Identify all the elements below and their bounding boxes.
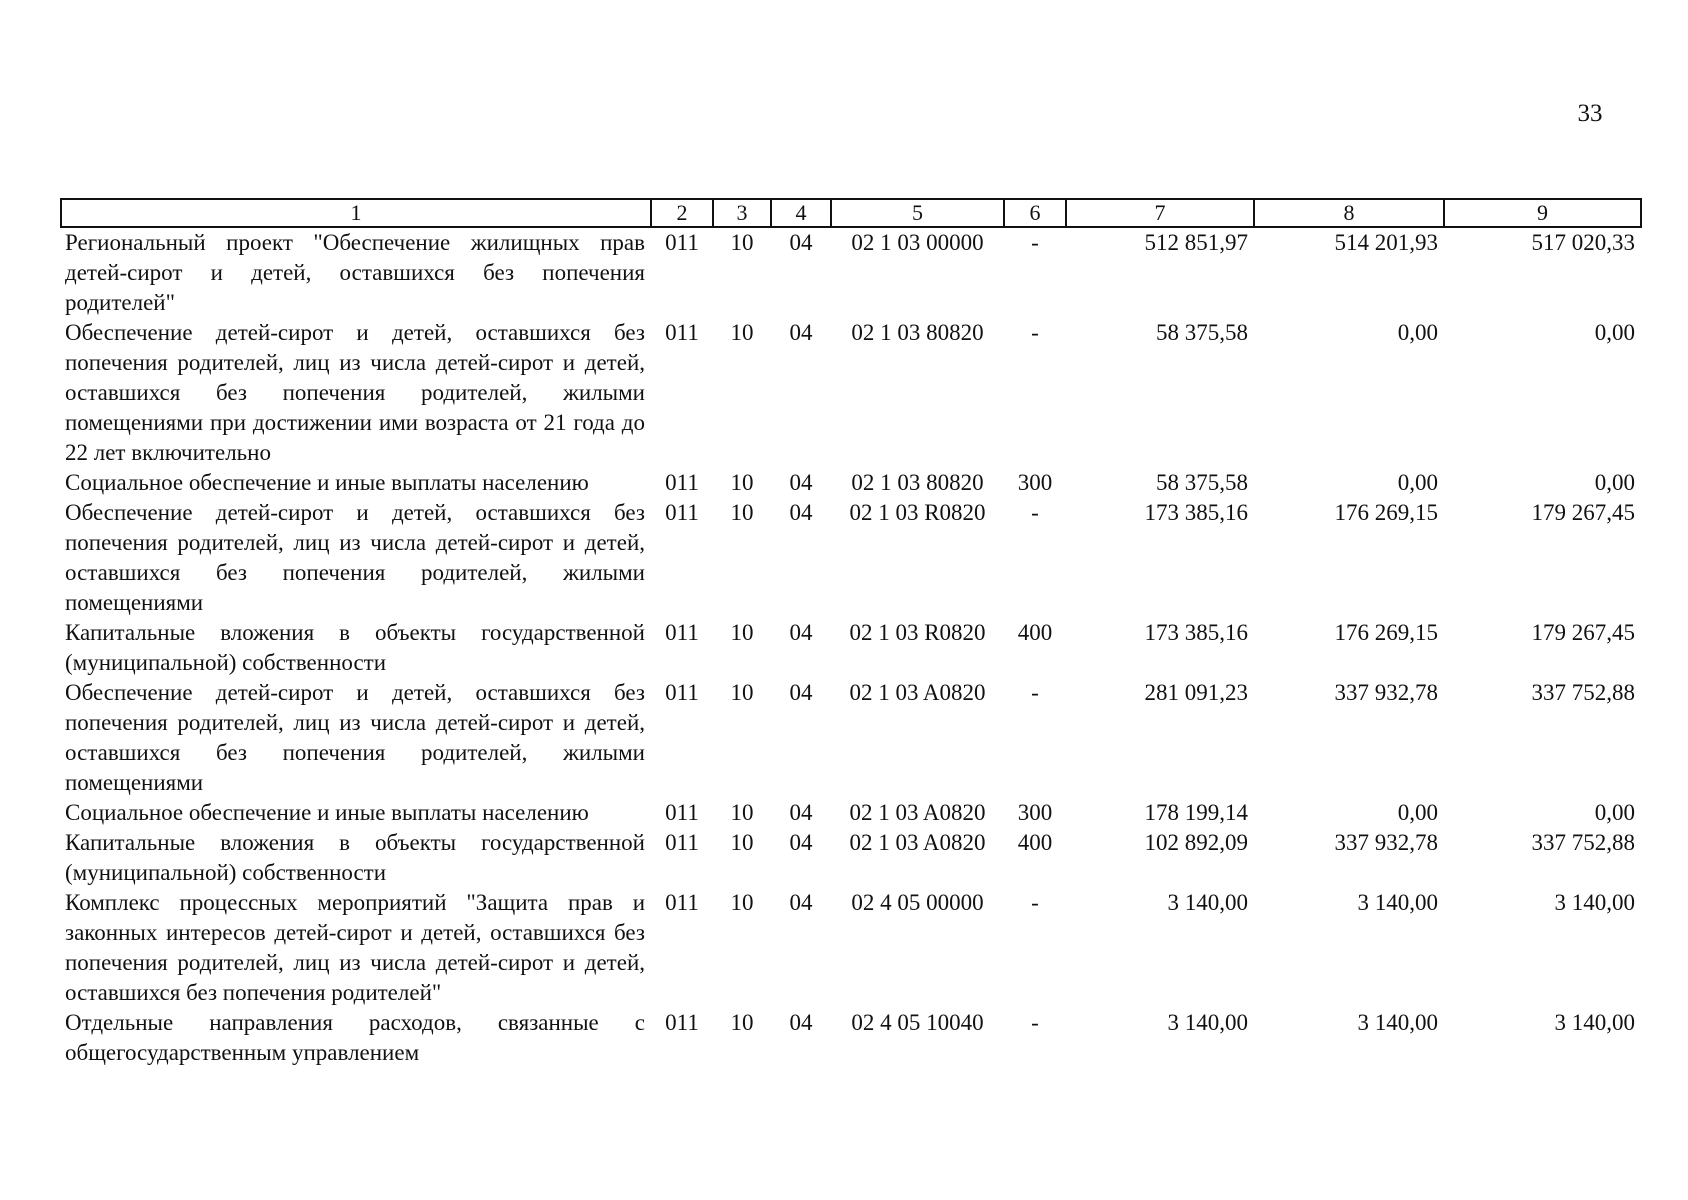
table-header	[61, 199, 1641, 227]
header-cell-col-8: 8	[1254, 199, 1444, 227]
cell-amount-col-8: 176 269,15	[1334, 620, 1438, 645]
cell-admin-code: 011	[665, 680, 699, 705]
cell-target-article: 02 1 03 R0820	[849, 500, 986, 525]
cell-admin-code: 011	[665, 1010, 699, 1035]
cell-subsection: 04	[789, 230, 813, 255]
cell-expense-type: 300	[1017, 470, 1053, 495]
cell-amount-col-8: 3 140,00	[1357, 1010, 1438, 1035]
cell-amount-col-8: 0,00	[1397, 800, 1438, 825]
cell-name: Обеспечение детей-сирот и детей, оставшихся без попечения родителей, лиц из числа детей-сирот и детей, оставшихся без попечения родителей, жилыми помещениями	[65, 680, 645, 795]
cell-amount-col-8: 0,00	[1397, 470, 1438, 495]
cell-target-article: 02 1 03 80820	[851, 320, 984, 345]
cell-target-article: 02 1 03 R0820	[849, 620, 986, 645]
cell-subsection: 04	[789, 830, 813, 855]
cell-name: Социальное обеспечение и иные выплаты населению	[65, 800, 589, 825]
cell-amount-col-7: 173 385,16	[1144, 500, 1248, 525]
cell-section: 10	[730, 320, 754, 345]
table-row	[61, 318, 1641, 468]
cell-name: Региональный проект "Обеспечение жилищных прав детей-сирот и детей, оставшихся без попечения родителей"	[65, 230, 645, 315]
cell-name: Обеспечение детей-сирот и детей, оставшихся без попечения родителей, лиц из числа детей-сирот и детей, оставшихся без попечения родителей, жилыми помещениями	[65, 500, 645, 615]
cell-subsection: 04	[789, 500, 813, 525]
cell-expense-type: -	[1031, 680, 1039, 705]
table-row	[61, 498, 1641, 618]
cell-section: 10	[730, 620, 754, 645]
cell-subsection: 04	[789, 620, 813, 645]
table-row	[61, 1008, 1641, 1068]
cell-amount-col-7: 281 091,23	[1144, 680, 1248, 705]
cell-name: Обеспечение детей-сирот и детей, оставшихся без попечения родителей, лиц из числа детей-сирот и детей, оставшихся без попечения родителей, жилыми помещениями при достижении ими возраста от 21 года до 22 лет включительно	[65, 320, 645, 465]
cell-name: Комплекс процессных мероприятий "Защита прав и законных интересов детей-сирот и детей, оставшихся без попечения родителей, лиц из числа детей-сирот и детей, оставшихся без попечения родителей"	[65, 890, 645, 1005]
cell-target-article: 02 1 03 A0820	[849, 680, 986, 705]
cell-admin-code: 011	[665, 620, 699, 645]
cell-section: 10	[730, 1010, 754, 1035]
cell-amount-col-9: 3 140,00	[1554, 890, 1635, 915]
cell-amount-col-8: 337 932,78	[1334, 680, 1438, 705]
cell-amount-col-8: 3 140,00	[1357, 890, 1438, 915]
cell-subsection: 04	[789, 680, 813, 705]
cell-admin-code: 011	[665, 230, 699, 255]
header-cell-col-4: 4	[771, 199, 831, 227]
cell-subsection: 04	[789, 1010, 813, 1035]
cell-amount-col-8: 0,00	[1397, 320, 1438, 345]
cell-amount-col-9: 337 752,88	[1531, 830, 1635, 855]
cell-section: 10	[730, 230, 754, 255]
cell-amount-col-8: 176 269,15	[1334, 500, 1438, 525]
cell-expense-type: 400	[1017, 620, 1053, 645]
header-row	[61, 199, 1641, 227]
cell-admin-code: 011	[665, 320, 699, 345]
header-cell-col-9: 9	[1444, 199, 1641, 227]
cell-amount-col-7: 58 375,58	[1156, 320, 1248, 345]
cell-amount-col-9: 0,00	[1594, 320, 1635, 345]
cell-target-article: 02 1 03 A0820	[849, 800, 986, 825]
cell-amount-col-9: 3 140,00	[1554, 1010, 1635, 1035]
cell-expense-type: -	[1031, 890, 1039, 915]
table-body	[61, 227, 1641, 1068]
cell-target-article: 02 1 03 80820	[851, 470, 984, 495]
header-cell-col-2: 2	[651, 199, 713, 227]
cell-amount-col-7: 3 140,00	[1167, 890, 1248, 915]
cell-section: 10	[730, 800, 754, 825]
cell-amount-col-9: 337 752,88	[1531, 680, 1635, 705]
cell-admin-code: 011	[665, 800, 699, 825]
page-number: 33	[1577, 100, 1603, 127]
cell-target-article: 02 1 03 A0820	[849, 830, 986, 855]
cell-expense-type: -	[1031, 230, 1039, 255]
cell-section: 10	[730, 890, 754, 915]
cell-expense-type: 400	[1017, 830, 1053, 855]
cell-amount-col-7: 173 385,16	[1144, 620, 1248, 645]
cell-amount-col-8: 514 201,93	[1334, 230, 1438, 255]
header-cell-col-7: 7	[1066, 199, 1254, 227]
table-row	[61, 828, 1641, 888]
table-row	[61, 618, 1641, 678]
cell-subsection: 04	[789, 800, 813, 825]
cell-amount-col-7: 3 140,00	[1167, 1010, 1248, 1035]
cell-amount-col-7: 178 199,14	[1144, 800, 1248, 825]
cell-name: Капитальные вложения в объекты государственной (муниципальной) собственности	[65, 830, 645, 885]
cell-subsection: 04	[789, 890, 813, 915]
cell-admin-code: 011	[665, 890, 699, 915]
budget-table	[60, 198, 1642, 1068]
table-row	[61, 798, 1641, 828]
cell-expense-type: -	[1031, 500, 1039, 525]
cell-amount-col-9: 179 267,45	[1531, 500, 1635, 525]
cell-name: Отдельные направления расходов, связанные с общегосударственным управлением	[65, 1010, 645, 1065]
cell-subsection: 04	[789, 470, 813, 495]
cell-amount-col-9: 0,00	[1594, 800, 1635, 825]
header-cell-col-3: 3	[713, 199, 771, 227]
cell-section: 10	[730, 830, 754, 855]
cell-amount-col-9: 0,00	[1594, 470, 1635, 495]
cell-target-article: 02 4 05 10040	[851, 1010, 984, 1035]
table-row	[61, 468, 1641, 498]
cell-admin-code: 011	[665, 470, 699, 495]
header-cell-col-6: 6	[1004, 199, 1066, 227]
cell-subsection: 04	[789, 320, 813, 345]
cell-admin-code: 011	[665, 830, 699, 855]
cell-expense-type: 300	[1017, 800, 1053, 825]
cell-amount-col-7: 102 892,09	[1144, 830, 1248, 855]
cell-amount-col-7: 512 851,97	[1144, 230, 1248, 255]
cell-name: Капитальные вложения в объекты государственной (муниципальной) собственности	[65, 620, 645, 675]
cell-section: 10	[730, 680, 754, 705]
cell-target-article: 02 4 05 00000	[851, 890, 984, 915]
header-cell-col-5: 5	[831, 199, 1004, 227]
cell-admin-code: 011	[665, 500, 699, 525]
cell-amount-col-9: 517 020,33	[1531, 230, 1635, 255]
cell-amount-col-8: 337 932,78	[1334, 830, 1438, 855]
cell-amount-col-9: 179 267,45	[1531, 620, 1635, 645]
cell-section: 10	[730, 500, 754, 525]
table-row	[61, 227, 1641, 318]
table-row	[61, 888, 1641, 1008]
cell-expense-type: -	[1031, 1010, 1039, 1035]
cell-target-article: 02 1 03 00000	[851, 230, 984, 255]
cell-expense-type: -	[1031, 320, 1039, 345]
header-cell-col-1: 1	[61, 199, 651, 227]
cell-section: 10	[730, 470, 754, 495]
table-row	[61, 678, 1641, 798]
cell-name: Социальное обеспечение и иные выплаты населению	[65, 470, 589, 495]
cell-amount-col-7: 58 375,58	[1156, 470, 1248, 495]
